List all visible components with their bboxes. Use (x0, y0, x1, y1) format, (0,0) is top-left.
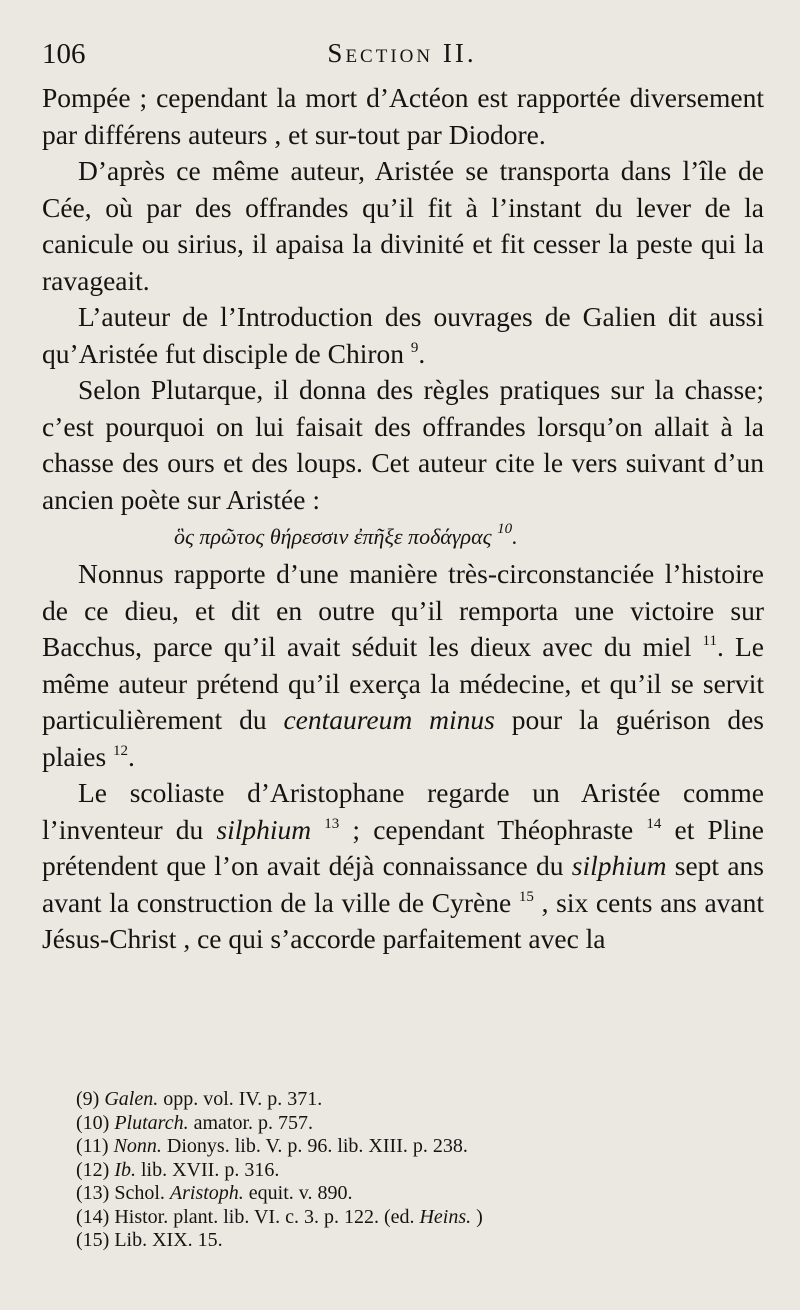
greek-verse (42, 518, 764, 556)
text-run: Nonnus rapporte d’une manière très-circonstanciée l’histoire de ce dieu, et dit en outre qu’il remporta une victoire sur Bacchus, parce qu’il avait séduit les dieux avec du miel (42, 558, 764, 662)
text-run: . (512, 524, 518, 549)
text-run: . Le même auteur prétend qu’il exerça la médecine, et qu’il se servit particulièrement du (42, 631, 764, 735)
footnote-text: Schol. (114, 1182, 165, 1204)
italic-term: centaureum minus (283, 704, 495, 735)
text-run: et Pline prétendent que l’on avait déjà connaissance du (42, 813, 765, 881)
footnote-number: (11) (76, 1135, 109, 1157)
text-run: L’auteur de l’Introduction des ouvrages de Galien dit aussi qu’Aristée fut disciple de Chiron (42, 301, 764, 369)
footnote-number: (14) (76, 1205, 110, 1228)
footnote (76, 1112, 756, 1136)
footnote-text: ) (476, 1205, 483, 1228)
text-run: sept ans avant la construction de la ville de Cyrène (42, 850, 764, 918)
text-run: , six cents ans avant Jésus-Christ , ce qui s’accorde parfaitement avec la (42, 886, 765, 954)
footnote-italic: Plutarch. (114, 1111, 189, 1134)
footnote-text: equit. v. 890. (248, 1182, 353, 1204)
running-header (42, 38, 762, 78)
footnote-text: Histor. plant. lib. VI. c. 3. p. 122. (ed. (114, 1205, 415, 1228)
footnote-ref: 12 (113, 742, 129, 759)
page-number: 106 (42, 38, 86, 70)
footnote (76, 1088, 756, 1112)
italic-term: silphium (216, 813, 312, 845)
text-run: Selon Plutarque, il donna des règles pratiques sur la chasse; c’est pourquoi on lui faisait des offrandes lorsqu’on allait à la chasse des ours et des loups. Cet auteur cite le vers suivant d’un ancien poète sur Aristée : (42, 374, 764, 515)
footnote-text: lib. XVII. p. 316. (141, 1158, 280, 1181)
footnote-italic: Nonn. (113, 1135, 162, 1157)
paragraph (42, 153, 764, 299)
body-text (42, 80, 764, 958)
text-run: Pompée ; cependant la mort d’Actéon est rapportée diversement par différens auteurs , et sur-tout par Diodore. (42, 82, 764, 150)
footnote-text: Lib. XIX. 15. (114, 1229, 223, 1251)
footnote-italic: Aristoph. (169, 1182, 244, 1204)
footnote-number: (12) (76, 1158, 110, 1181)
footnote-text: opp. vol. IV. p. 371. (163, 1088, 323, 1110)
text-run: ὃς πρῶτος θήρεσσιν ἐπῆξε ποδάγρας (174, 524, 498, 549)
footnote (76, 1206, 756, 1230)
footnote-number: (10) (76, 1111, 110, 1134)
footnote-ref: 9 (410, 339, 419, 356)
text-run: . (128, 740, 135, 772)
footnote-text: amator. p. 757. (193, 1111, 314, 1134)
italic-term: silphium (571, 850, 667, 881)
footnote-italic: Ib. (114, 1158, 136, 1181)
footnote-ref: 14 (646, 815, 662, 832)
footnote-italic: Heins. (419, 1205, 472, 1228)
footnote-ref: 10 (497, 521, 513, 537)
footnote (76, 1135, 756, 1159)
footnote-number: (15) (76, 1229, 110, 1251)
footnote-number: (9) (76, 1088, 100, 1110)
text-run: ; cependant Théophraste (339, 813, 647, 845)
paragraph (42, 299, 764, 372)
text-run: Le scoliaste d’Aristophane regarde un Aristée comme l’inventeur du (42, 777, 764, 845)
text-run: pour la guérison des plaies (42, 704, 764, 772)
footnote-text: Dionys. lib. V. p. 96. lib. XIII. p. 238. (166, 1135, 468, 1157)
footnote-ref: 15 (518, 888, 534, 905)
text-run: D’après ce même auteur, Aristée se transporta dans l’île de Cée, où par des offrandes qu’il fit à l’instant du lever de la canicule ou sirius, il apaisa la divinité et fit cesser la peste qui la ravageait. (42, 155, 764, 296)
footnote-ref: 13 (324, 815, 340, 832)
text-run: . (418, 337, 426, 369)
paragraph (42, 80, 764, 153)
footnotes (76, 1088, 756, 1253)
footnote-ref: 11 (702, 633, 717, 649)
paragraph (42, 775, 764, 958)
footnote (76, 1182, 756, 1206)
section-title: Section II. (327, 38, 477, 68)
footnote-number: (13) (76, 1182, 110, 1204)
footnote (76, 1229, 756, 1253)
footnote (76, 1159, 756, 1183)
footnote-italic: Galen. (104, 1088, 159, 1110)
paragraph (42, 556, 764, 775)
paragraph (42, 372, 764, 518)
text-run (311, 814, 324, 845)
